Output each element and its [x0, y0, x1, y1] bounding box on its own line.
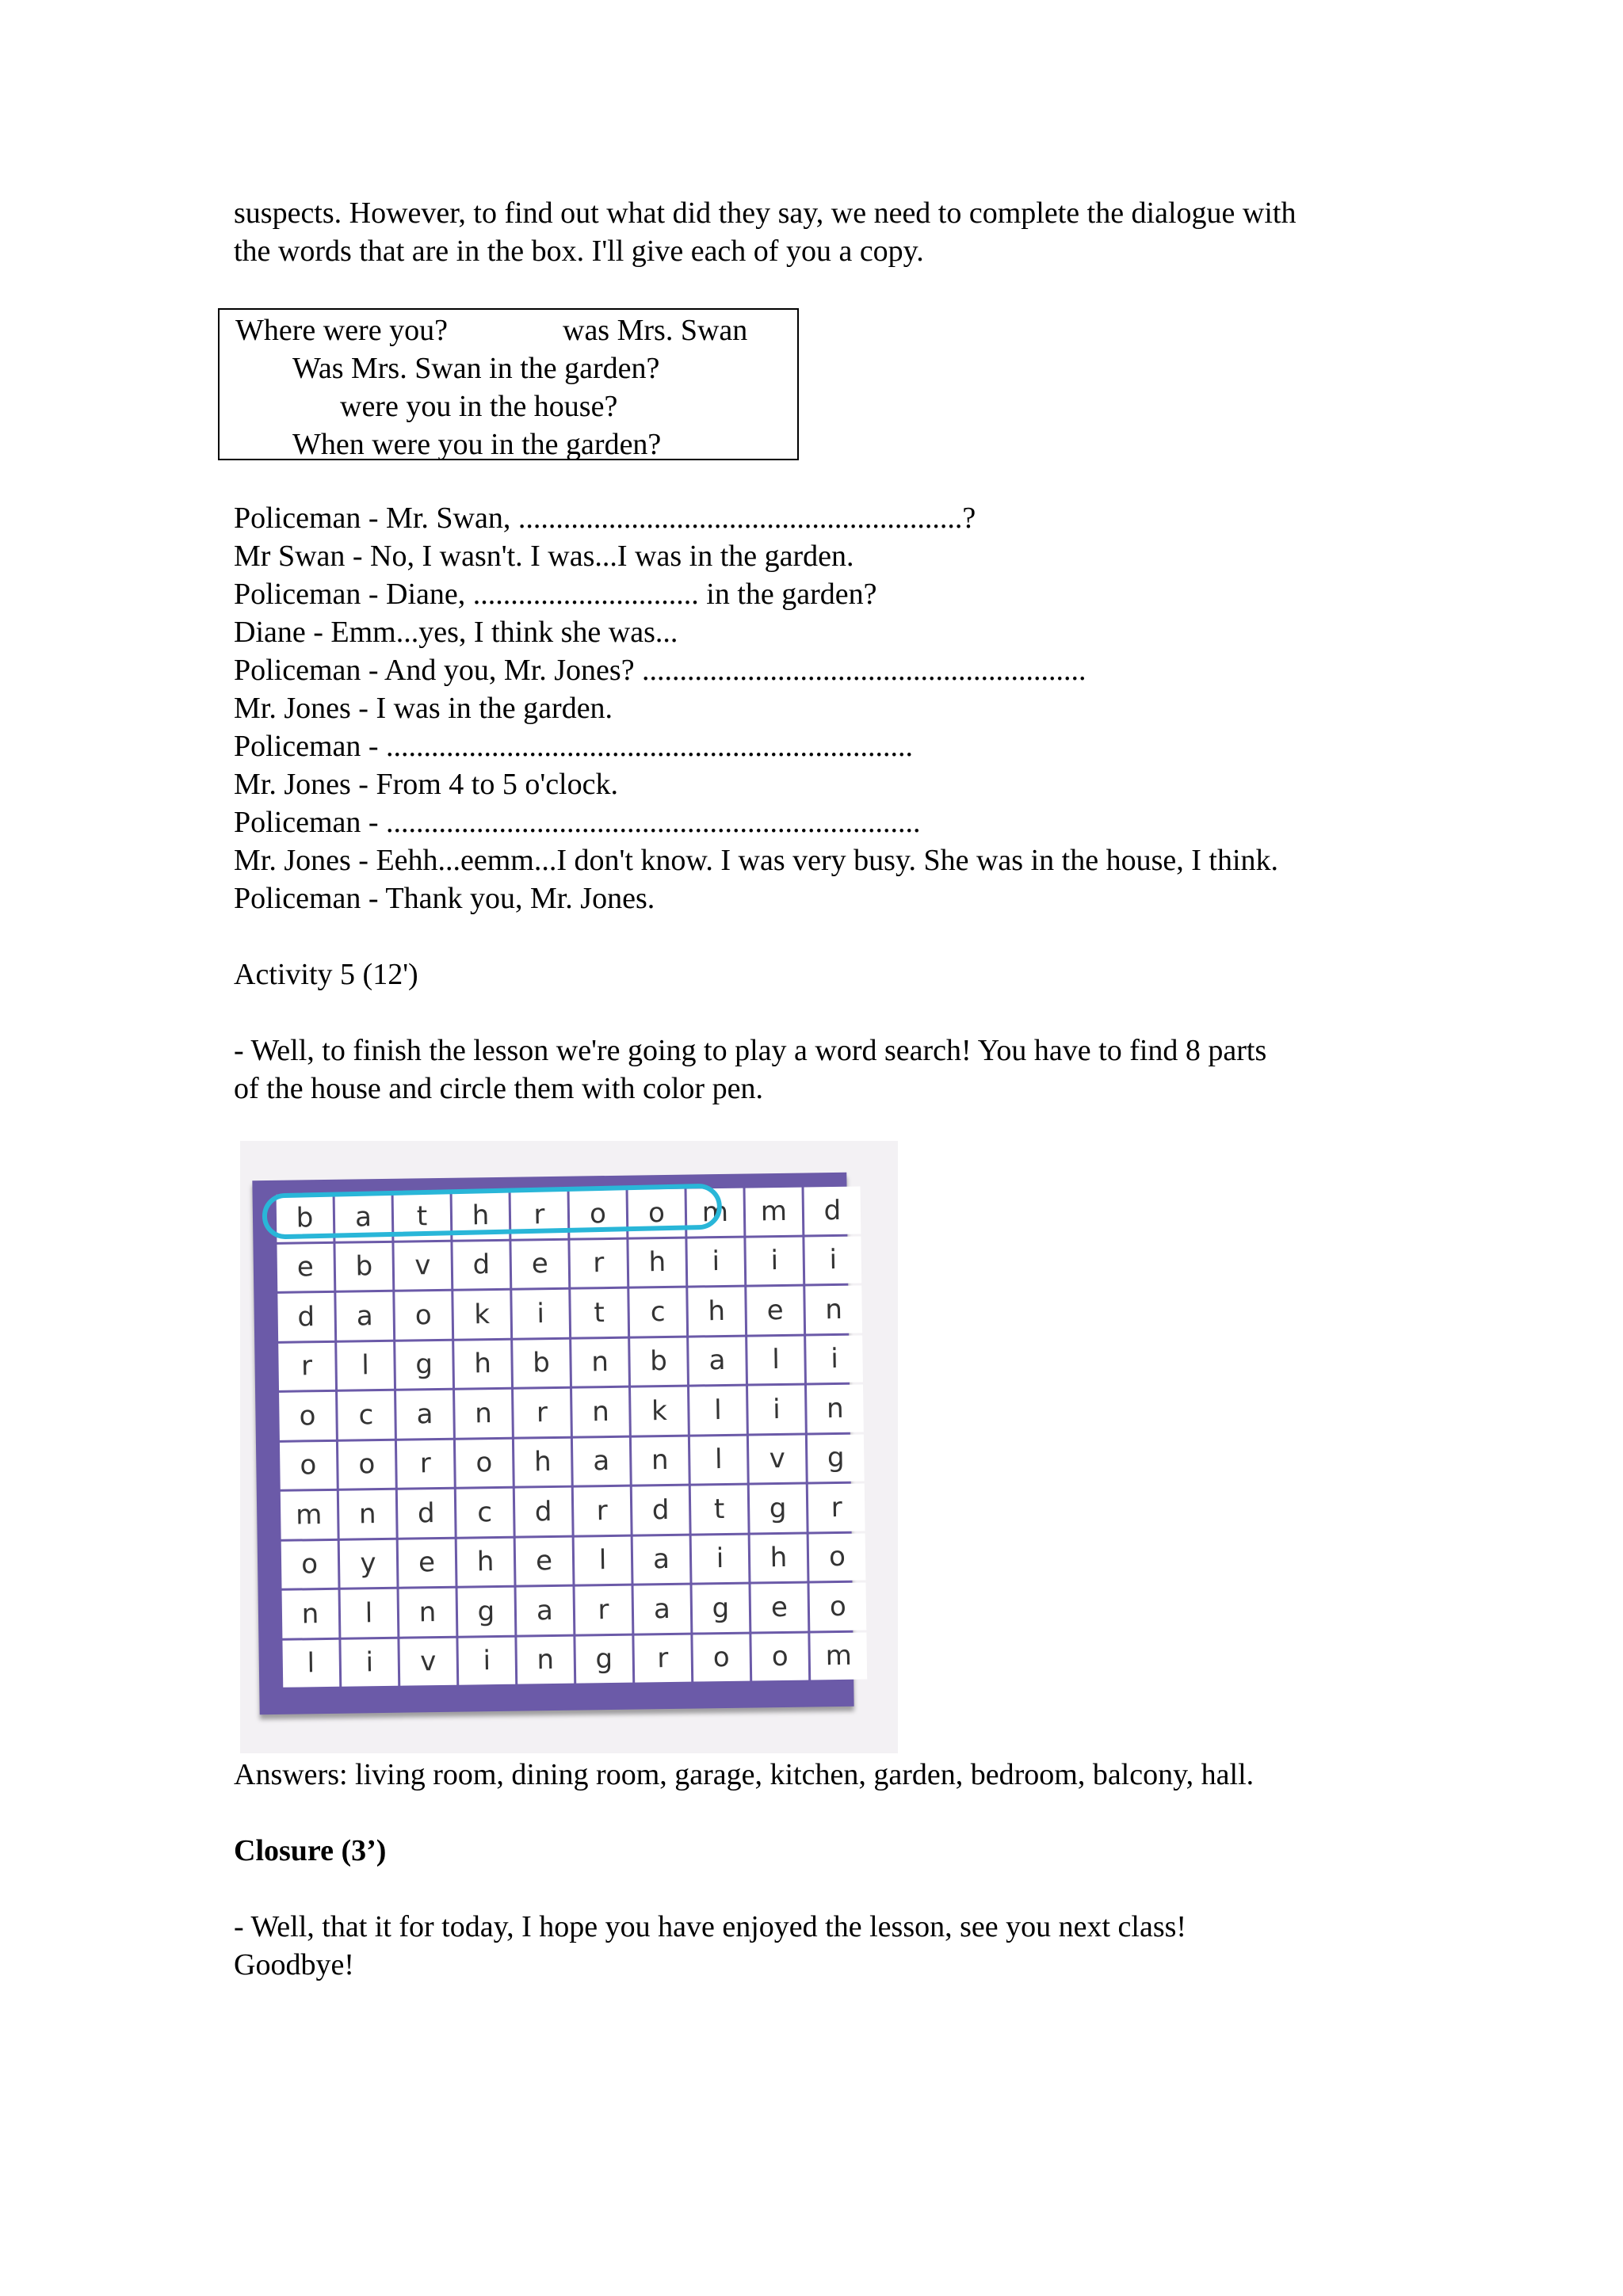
dialogue-line: Mr Swan - No, I wasn't. I was...I was in the garden. — [234, 540, 854, 573]
word-search-cell: o — [693, 1634, 750, 1681]
word-search-cell: r — [511, 1191, 568, 1238]
word-search-cell: t — [571, 1289, 628, 1337]
intro-paragraph — [234, 194, 1423, 270]
word-search-cell: r — [397, 1440, 454, 1487]
word-search-cell: t — [691, 1486, 748, 1533]
word-search-cell: o — [456, 1439, 513, 1486]
dialogue — [234, 499, 1502, 1108]
word-search-cell: b — [335, 1242, 392, 1290]
word-search-cell: g — [575, 1635, 632, 1683]
word-search-image — [240, 1141, 898, 1753]
word-search-cell: e — [277, 1243, 334, 1291]
word-search-cell: g — [693, 1585, 750, 1632]
answers-section — [234, 1756, 1541, 1984]
word-search-frame — [252, 1173, 854, 1714]
word-search-cell: l — [747, 1336, 804, 1383]
word-search-cell: o — [279, 1392, 336, 1440]
word-search-cell: o — [570, 1190, 627, 1238]
word-search-cell: m — [746, 1188, 803, 1235]
word-search-cell: a — [396, 1390, 453, 1438]
word-search-cell: v — [399, 1638, 456, 1685]
word-search-cell: a — [573, 1437, 630, 1485]
dialogue-line: Mr. Jones - From 4 to 5 o'clock. — [234, 768, 618, 801]
word-search-cell: m — [810, 1632, 867, 1680]
word-search-cell: n — [517, 1636, 574, 1684]
word-search-cell: o — [280, 1441, 337, 1489]
word-search-cell: y — [340, 1539, 397, 1587]
word-search-cell: r — [574, 1487, 631, 1535]
word-search-cell: b — [513, 1339, 570, 1386]
word-search-cell: h — [453, 1192, 510, 1239]
word-search-cell: n — [805, 1286, 862, 1333]
word-search-cell: o — [809, 1533, 866, 1581]
word-search-cell: a — [633, 1535, 690, 1583]
word-box-item: When were you in the garden? — [292, 428, 662, 461]
word-search-cell: n — [807, 1385, 864, 1432]
word-search-cell: o — [628, 1189, 685, 1237]
word-search-cell: n — [339, 1490, 396, 1538]
word-search-cell: i — [806, 1335, 863, 1383]
dialogue-line: Diane - Emm...yes, I think she was... — [234, 616, 678, 649]
word-search-cell: h — [688, 1287, 745, 1335]
word-search-cell: i — [746, 1237, 803, 1284]
word-search-cell: o — [281, 1540, 338, 1588]
word-search-cell: l — [689, 1386, 747, 1434]
word-search-cell: i — [804, 1236, 861, 1283]
word-search-cell: g — [458, 1588, 515, 1635]
word-search-cell: h — [514, 1438, 571, 1486]
word-search-cell: g — [808, 1434, 865, 1482]
word-search-cell: i — [341, 1638, 398, 1686]
answers-text: Answers: living room, dining room, garage, kitchen, garden, bedroom, balcony, hall. — [234, 1758, 1254, 1791]
dialogue-line: Mr. Jones - Eehh...eemm...I don't know. I was very busy. She was in the house, I think. — [234, 844, 1278, 877]
word-search-cell: r — [808, 1484, 865, 1531]
word-search-cell: a — [689, 1337, 746, 1384]
word-search-cell: r — [575, 1586, 632, 1634]
word-search-cell: e — [516, 1537, 573, 1585]
word-search-cell: h — [750, 1534, 808, 1581]
word-search-cell: d — [804, 1187, 861, 1234]
closure-line-2: Goodbye! — [234, 1948, 354, 1981]
word-search-cell: e — [747, 1287, 804, 1334]
word-search-cell: i — [512, 1290, 569, 1337]
word-search-grid — [277, 1187, 868, 1688]
word-search-cell: v — [749, 1435, 806, 1482]
closure-line-1: - Well, that it for today, I hope you have enjoyed the lesson, see you next class! — [234, 1910, 1187, 1943]
closure-heading: Closure (3’) — [234, 1834, 387, 1867]
word-search-cell: m — [687, 1188, 744, 1236]
word-search-cell: d — [632, 1486, 689, 1534]
intro-line-2: the words that are in the box. I'll give each of you a copy. — [234, 235, 924, 268]
word-search-cell: b — [277, 1194, 334, 1241]
word-box-item: was Mrs. Swan — [563, 314, 748, 347]
word-search-cell: r — [278, 1342, 335, 1390]
dialogue-line: Policeman - ...................................................................... — [234, 730, 914, 763]
word-search-cell: k — [453, 1291, 510, 1338]
word-search-cell: a — [336, 1292, 393, 1340]
word-search-cell: e — [511, 1240, 568, 1287]
word-box-item: were you in the house? — [340, 390, 618, 423]
dialogue-line: Policeman - ....................................................................... — [234, 806, 921, 839]
activity5-line-1: - Well, to finish the lesson we're going to play a word search! You have to find 8 parts — [234, 1034, 1267, 1067]
word-search-cell: a — [517, 1587, 574, 1634]
word-search-cell: n — [632, 1436, 689, 1484]
word-search-cell: h — [454, 1340, 511, 1387]
word-search-cell: r — [570, 1239, 627, 1287]
word-box — [218, 308, 799, 460]
word-search-cell: o — [751, 1633, 808, 1680]
word-search-cell: l — [337, 1341, 394, 1389]
word-search-cell: a — [335, 1193, 392, 1241]
word-search-cell: g — [750, 1485, 807, 1532]
dialogue-line: Policeman - Thank you, Mr. Jones. — [234, 882, 655, 915]
word-search-cell: d — [453, 1241, 510, 1288]
word-box-item: Was Mrs. Swan in the garden? — [292, 352, 660, 385]
word-search-cell: v — [394, 1241, 451, 1289]
dialogue-line: Mr. Jones - I was in the garden. — [234, 692, 613, 725]
word-search-cell: d — [515, 1488, 572, 1535]
word-search-cell: n — [282, 1590, 339, 1638]
word-search-cell: a — [634, 1585, 691, 1633]
word-search-cell: d — [398, 1489, 455, 1537]
word-search-cell: e — [399, 1539, 456, 1586]
activity5-heading: Activity 5 (12') — [234, 958, 418, 991]
word-search-cell: c — [456, 1489, 514, 1536]
word-search-cell: r — [634, 1634, 691, 1682]
word-search-cell: o — [809, 1583, 866, 1630]
intro-line-1: suspects. However, to find out what did they say, we need to complete the dialogue with — [234, 196, 1296, 230]
word-search-cell: o — [338, 1440, 395, 1488]
dialogue-line: Policeman - And you, Mr. Jones? ........................................................... — [234, 654, 1086, 687]
word-search-cell: t — [394, 1192, 451, 1240]
word-search-cell: i — [687, 1238, 744, 1285]
word-search-cell: b — [630, 1337, 687, 1385]
word-search-cell: l — [282, 1639, 339, 1687]
word-search-cell: c — [338, 1391, 395, 1439]
word-search-cell: n — [455, 1390, 512, 1437]
word-search-cell: r — [514, 1389, 571, 1436]
word-search-cell: l — [690, 1436, 747, 1483]
word-search-cell: n — [571, 1338, 628, 1386]
dialogue-line: Policeman - Diane, .............................. in the garden? — [234, 578, 877, 611]
word-search-cell: k — [631, 1387, 688, 1435]
word-search-cell: g — [395, 1341, 453, 1388]
word-search-cell: l — [575, 1536, 632, 1584]
word-search-cell: i — [458, 1637, 515, 1684]
word-search-cell: e — [751, 1584, 808, 1631]
word-search-cell: h — [457, 1538, 514, 1585]
word-search-cell: i — [692, 1535, 749, 1582]
word-search-cell: n — [399, 1589, 456, 1636]
dialogue-line: Policeman - Mr. Swan, ...........................................................? — [234, 502, 976, 535]
word-search-cell: h — [628, 1238, 685, 1286]
word-search-cell: i — [748, 1386, 805, 1433]
word-search-cell: o — [395, 1291, 452, 1339]
word-search-cell: n — [572, 1388, 629, 1436]
word-search-cell: c — [629, 1288, 686, 1336]
activity5-line-2: of the house and circle them with color pen. — [234, 1072, 763, 1105]
word-search-cell: d — [277, 1293, 334, 1341]
word-search-cell: m — [281, 1491, 338, 1539]
word-search-cell: l — [341, 1589, 398, 1637]
word-box-item: Where were you? — [235, 314, 448, 347]
